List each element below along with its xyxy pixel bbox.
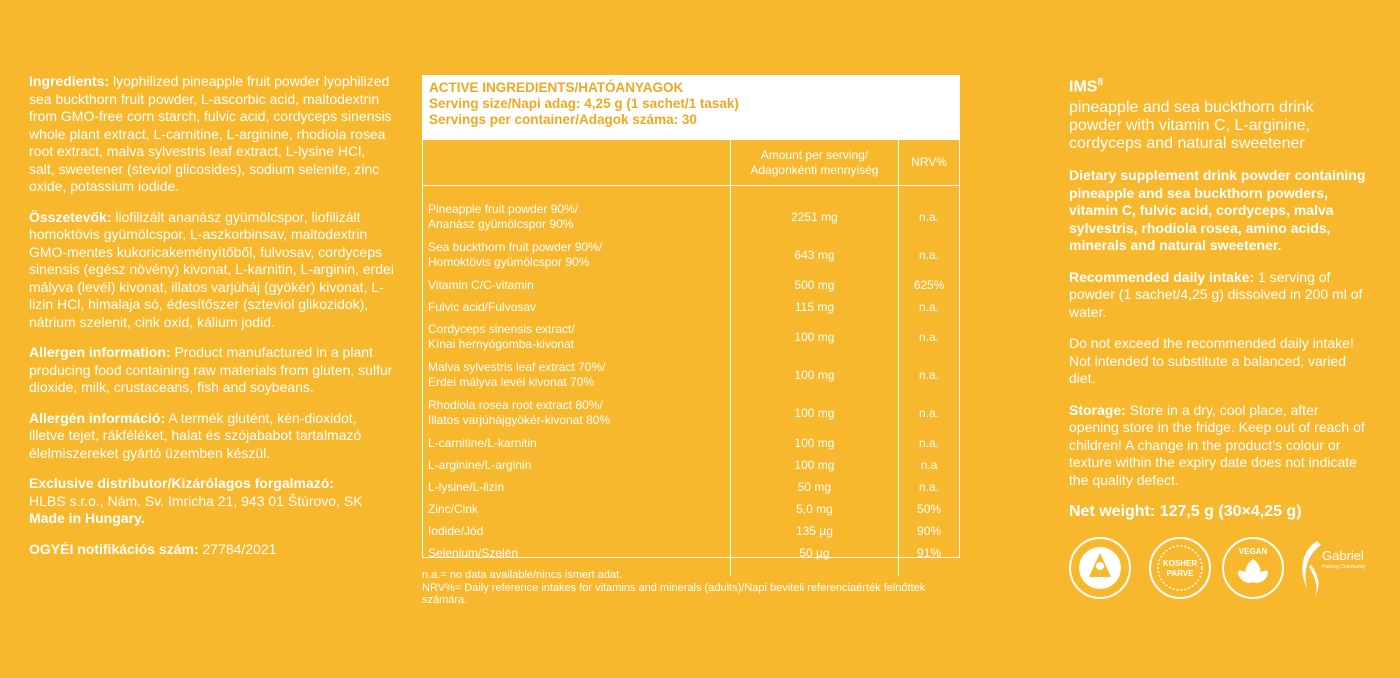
table-row	[423, 542, 959, 564]
storage-paragraph	[1069, 402, 1369, 490]
distributor-paragraph	[29, 475, 394, 528]
row-amount: 500 mg	[730, 274, 898, 296]
table-footnote	[422, 569, 942, 607]
row-amount: 5,0 mg	[730, 498, 898, 520]
row-nrv: n.a.	[899, 296, 959, 318]
brand-superscript: 8	[1097, 77, 1104, 88]
allergen-hu-paragraph	[29, 410, 394, 463]
product-info-column	[1069, 73, 1369, 521]
ingredients-label: Ingredients:	[29, 73, 110, 89]
servings-per-container: Servings per container/Adagok száma: 30	[429, 112, 697, 127]
naturopathy-seal-icon	[1071, 539, 1129, 597]
made-in: Made in Hungary.	[29, 510, 145, 526]
storage-text: Store in a dry, cool place, after opening store in the fridge. Keep out of reach of children! A change in the product’s colour or texture within the expiry date does not indicate the quality defect.	[1069, 401, 1365, 488]
recommended-intake	[1069, 269, 1369, 322]
allergen-paragraph	[29, 344, 394, 397]
row-name: Cordyceps sinensis extract/ Kínai hernyógomba-kivonat	[428, 322, 575, 351]
kosher-badge	[1149, 537, 1211, 599]
table-title: ACTIVE INGREDIENTS/HATÓANYAGOK	[429, 80, 684, 95]
row-name: Selenium/Szelén	[428, 545, 519, 560]
allergen-hu-text: A termék glutént, kén-dioxidot, illetve tejet, rákféléket, halat és szójababot tartalmazó élelmiszereket gyártó üzemben készül.	[29, 409, 362, 461]
product-subtitle: pineapple and sea buckthorn drink powder with vitamin C, L-arginine, cordyceps and natural sweetener	[1069, 99, 1314, 153]
recommended-label: Recommended daily intake:	[1069, 268, 1255, 285]
gabriel-subtitle: Helping Community	[1322, 564, 1366, 570]
row-nrv: 50%	[899, 498, 959, 520]
table-row	[423, 296, 959, 318]
row-amount: 50 µg	[730, 542, 898, 564]
table-row	[423, 198, 959, 236]
row-amount: 100 mg	[730, 394, 898, 432]
allergen-label: Allergen information:	[29, 344, 171, 360]
footnote-na: n.a.= no data available/nincs ismert adat.	[422, 569, 623, 581]
row-amount: 100 mg	[730, 454, 898, 476]
ogyei-paragraph	[29, 541, 394, 559]
vegan-badge	[1222, 537, 1284, 599]
row-name: Sea buckthorn fruit powder 90%/ Homoktövis gyümölcspor 90%	[428, 240, 603, 269]
row-amount: 115 mg	[730, 296, 898, 318]
row-nrv: n.a.	[899, 476, 959, 498]
row-nrv: n.a.	[899, 318, 959, 356]
row-name: L-lysine/L-lizin	[428, 479, 505, 494]
osszetevok-paragraph	[29, 209, 394, 332]
column-header-amount	[730, 140, 898, 186]
dietary-description: Dietary supplement drink powder containing pineapple and sea buckthorn powders, vitamin C, fulvic acid, cordyceps, malva sylvestris, rhodiola rosea, amino acids, minerals and natural sweetener.	[1069, 167, 1366, 254]
table-row	[423, 274, 959, 296]
nutrition-table-box	[422, 75, 960, 558]
row-nrv: n.a.	[899, 356, 959, 394]
row-nrv: n.a.	[899, 236, 959, 274]
osszetevok-label: Összetevők:	[29, 208, 112, 225]
table-row	[423, 394, 959, 432]
ingredients-text: lyophilized pineapple fruit powder lyophilized sea buckthorn fruit powder, L-ascorbic acid, maltodextrin from GMO-free corn starch, fulvic acid, cordyceps sinensis whole plant extract, L-carnitine, L-arginine, rhodiola rosea root extract, malva sylvestris leaf extract, L-lysine HCl, salt, sweetener (steviol glicosides), sodium selenite, zinc oxide, potassium iodide.	[29, 73, 392, 194]
allergen-hu-label: Allergén információ:	[29, 409, 166, 426]
table-row	[423, 498, 959, 520]
kosher-line1: KOSHER	[1162, 559, 1198, 568]
row-name: Vitamin C/C-vitamin	[428, 277, 534, 292]
nutrition-table	[423, 140, 959, 576]
table-row	[423, 520, 959, 542]
table-gap-row	[423, 186, 959, 199]
row-nrv: 91%	[899, 542, 959, 564]
row-nrv: 625%	[899, 274, 959, 296]
row-nrv: n.a.	[899, 198, 959, 236]
serving-size: Serving size/Napi adag: 4,25 g (1 sachet/1 tasak)	[429, 96, 739, 111]
net-weight: Net weight: 127,5 g (30×4,25 g)	[1069, 503, 1302, 521]
ingredients-paragraph	[29, 73, 394, 196]
table-row	[423, 476, 959, 498]
row-amount: 643 mg	[730, 236, 898, 274]
row-amount: 50 mg	[730, 476, 898, 498]
recommended-text: 1 serving of powder (1 sachet/4,25 g) dissolved in 200 ml of water.	[1069, 268, 1363, 320]
column-header-name	[423, 140, 730, 186]
table-row	[423, 454, 959, 476]
row-name: Zinc/Cink	[428, 501, 479, 516]
row-name: Fulvic acid/Fulvosav	[428, 299, 537, 314]
row-name: Rhodiola rosea root extract 80%/ Illatos varjúhájgyökér-kivonat 80%	[428, 398, 611, 427]
storage-label: Storage:	[1069, 401, 1126, 418]
row-name: Pineapple fruit powder 90%/ Ananász gyümölcspor 90%	[428, 202, 579, 231]
table-row	[423, 356, 959, 394]
brand-name: IMS$^8$	[1069, 77, 1104, 96]
row-name: Malva sylvestris leaf extract 70%/ Erdei mályva levél kivonat 70%	[428, 360, 606, 389]
vegan-leaf-icon	[1224, 539, 1282, 597]
row-nrv: n.a	[899, 454, 959, 476]
ingredients-column	[29, 73, 394, 571]
ogyei-label: OGYÉI notifikációs szám:	[29, 540, 199, 557]
gabriel-wing-icon	[1295, 537, 1325, 599]
row-amount: 2251 mg	[730, 198, 898, 236]
row-nrv: n.a.	[899, 432, 959, 454]
row-nrv: n.a.	[899, 394, 959, 432]
row-nrv: 90%	[899, 520, 959, 542]
column-amount-line2: Adagonkénti mennyiség	[750, 162, 879, 177]
row-amount: 100 mg	[730, 432, 898, 454]
table-row	[423, 236, 959, 274]
vegan-label: VEGAN	[1238, 547, 1268, 556]
table-row	[423, 318, 959, 356]
table-header	[423, 76, 959, 140]
row-name: L-carnitine/L-karnitin	[428, 435, 537, 450]
gabriel-logo	[1295, 537, 1379, 599]
kosher-seal-icon	[1151, 539, 1209, 597]
row-amount: 135 µg	[730, 520, 898, 542]
table-row	[423, 432, 959, 454]
table-column-header-row	[423, 140, 959, 186]
ogyei-text: 27784/2021	[198, 540, 277, 557]
gabriel-name: Gabriel	[1322, 548, 1364, 563]
warning-text: Do not exceed the recommended daily intake! Not intended to substitute a balanced, varied diet.	[1069, 335, 1354, 387]
distributor-text: HLBS s.r.o., Nám. Sv. Imricha 21, 943 01 Štúrovo, SK	[29, 492, 363, 509]
row-amount: 100 mg	[730, 318, 898, 356]
row-name: Iodide/Jód	[428, 523, 484, 538]
certification-badges	[1069, 537, 1379, 607]
distributor-label: Exclusive distributor/Kizárólagos forgalmazó:	[29, 475, 334, 491]
allergen-text: Product manufactured in a plant producing food containing raw materials from gluten, sulfur dioxide, milk, crustaceans, fish and soybeans.	[29, 344, 393, 395]
row-name: L-arginine/L-arginin	[428, 457, 532, 472]
naturopathy-badge	[1069, 537, 1131, 599]
kosher-line2: PARVE	[1166, 569, 1194, 578]
footnote-nrv: NRV%= Daily reference intakes for vitamins and minerals (adults)/Napi beviteli referenciaérték felnőttek számára.	[422, 581, 926, 606]
column-header-nrv: NRV%	[899, 140, 959, 186]
osszetevok-text: liofilizált ananász gyümölcspor, liofilizált homoktövis gyümölcspor, L-aszkorbinsav, maltodextrin GMO-mentes kukoricakeményítőből, fulvosav, cordyceps sinensis (egész növény) kivonat, L-karnitin, L-arginin, erdei mályva (levél) kivonat, illatos varjúháj (gyökér) kivonat, L-lizin HCl, himalaja só, édesítőszer (szteviol glikozidok), nátrium szelenit, cink oxid, kálium jodid.	[29, 208, 394, 330]
row-amount: 100 mg	[730, 356, 898, 394]
column-amount-line1: Amount per serving/	[760, 147, 869, 162]
